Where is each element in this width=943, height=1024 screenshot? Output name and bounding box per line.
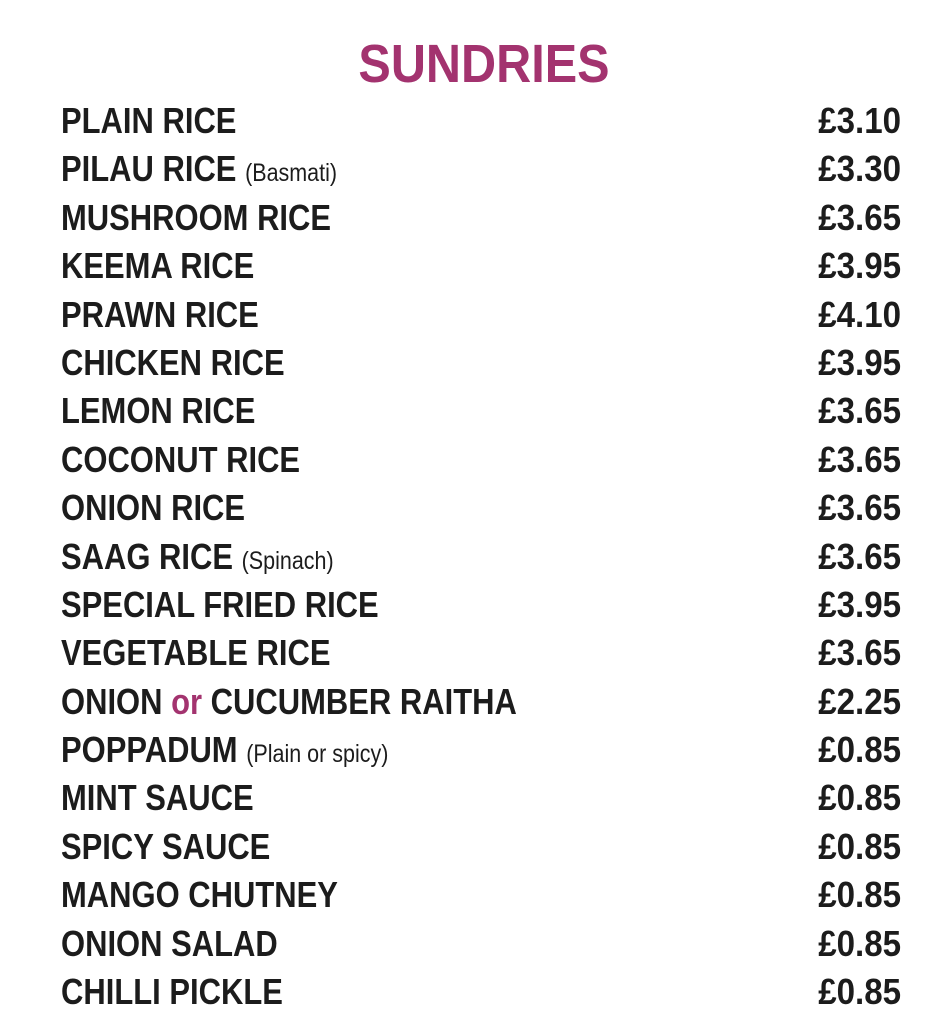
menu-item-row bbox=[61, 726, 901, 774]
menu-item-name: MINT SAUCE bbox=[61, 777, 254, 819]
menu-item-name: ONION SALAD bbox=[61, 922, 278, 964]
menu-item-row bbox=[61, 581, 901, 629]
menu-item-name-group bbox=[61, 920, 278, 968]
menu-item-row bbox=[61, 920, 901, 968]
menu-item-name: ONION bbox=[61, 680, 163, 722]
menu-item-row bbox=[61, 533, 901, 581]
menu-item-name-group bbox=[61, 387, 255, 435]
menu-item-name: CHICKEN RICE bbox=[61, 341, 285, 383]
menu-item-name: LEMON RICE bbox=[61, 390, 256, 432]
menu-item-row bbox=[61, 823, 901, 871]
menu-item-row bbox=[61, 629, 901, 677]
menu-item-name-group bbox=[61, 823, 270, 871]
menu-item-name-group bbox=[61, 97, 236, 145]
menu-item-row bbox=[61, 145, 901, 193]
menu-item-name-group bbox=[61, 339, 285, 387]
menu-item-note: (Basmati) bbox=[245, 159, 338, 188]
menu-item-name-group bbox=[61, 533, 334, 585]
menu-item-name-group bbox=[61, 436, 300, 484]
menu-item-note: (Plain or spicy) bbox=[246, 740, 389, 769]
menu-item-row bbox=[61, 194, 901, 242]
menu-item-price: £3.95 bbox=[818, 341, 901, 383]
menu-item-price: £3.65 bbox=[818, 535, 901, 577]
menu-section-title: SUNDRIES bbox=[358, 34, 610, 94]
menu-item-price: £3.65 bbox=[818, 438, 901, 480]
menu-item-price: £0.85 bbox=[818, 825, 901, 867]
menu-item-name: SPICY SAUCE bbox=[61, 825, 271, 867]
menu-item-name: POPPADUM bbox=[61, 729, 238, 771]
menu-item-name-group bbox=[61, 629, 331, 677]
menu-item-price: £0.85 bbox=[818, 777, 901, 819]
menu-item-name-group bbox=[61, 581, 379, 629]
menu-item-name: CHILLI PICKLE bbox=[61, 971, 283, 1013]
menu-item-price: £3.65 bbox=[818, 487, 901, 529]
menu-item-list bbox=[61, 97, 901, 1016]
menu-item-name-group bbox=[61, 484, 245, 532]
menu-item-note: (Spinach) bbox=[241, 546, 334, 575]
menu-item-name: ONION RICE bbox=[61, 487, 246, 529]
menu-item-row bbox=[61, 871, 901, 919]
menu-item-name: SPECIAL FRIED RICE bbox=[61, 583, 379, 625]
menu-item-row bbox=[61, 484, 901, 532]
menu-item-row bbox=[61, 968, 901, 1016]
menu-item-name-group bbox=[61, 968, 283, 1016]
menu-item-name-group bbox=[61, 291, 259, 339]
menu-item-name: PILAU RICE bbox=[61, 148, 237, 190]
menu-item-row bbox=[61, 242, 901, 290]
menu-item-name: PRAWN RICE bbox=[61, 293, 259, 335]
menu-item-price: £0.85 bbox=[818, 922, 901, 964]
menu-item-name: KEEMA RICE bbox=[61, 245, 255, 287]
menu-item-price: £3.10 bbox=[818, 100, 901, 141]
menu-item-price: £3.30 bbox=[818, 148, 901, 190]
menu-item-price: £3.95 bbox=[818, 245, 901, 287]
menu-item-row bbox=[61, 97, 901, 145]
menu-item-price: £0.85 bbox=[818, 729, 901, 771]
menu-item-price: £3.65 bbox=[818, 390, 901, 432]
menu-item-row bbox=[61, 678, 901, 726]
menu-item-price: £4.10 bbox=[818, 293, 901, 335]
menu-item-name: SAAG RICE bbox=[61, 535, 234, 577]
menu-item-row bbox=[61, 291, 901, 339]
menu-item-name-group bbox=[61, 194, 331, 242]
menu-item-row bbox=[61, 436, 901, 484]
menu-item-row bbox=[61, 774, 901, 822]
menu-item-row bbox=[61, 387, 901, 435]
menu-item-price: £3.95 bbox=[818, 583, 901, 625]
menu-item-price: £0.85 bbox=[818, 874, 901, 916]
menu-item-name-second: CUCUMBER RAITHA bbox=[210, 680, 517, 722]
menu-item-name-group bbox=[61, 678, 517, 726]
menu-item-name: PLAIN RICE bbox=[61, 100, 237, 141]
menu-item-price: £3.65 bbox=[818, 632, 901, 674]
menu-item-name-group bbox=[61, 774, 254, 822]
menu-item-name-group bbox=[61, 871, 338, 919]
menu-item-name-group bbox=[61, 242, 254, 290]
menu-item-name: MUSHROOM RICE bbox=[61, 196, 332, 238]
menu-item-row bbox=[61, 339, 901, 387]
menu-item-name: COCONUT RICE bbox=[61, 438, 301, 480]
menu-item-name-group bbox=[61, 145, 337, 197]
menu-item-name: MANGO CHUTNEY bbox=[61, 874, 338, 916]
menu-item-conjunction: or bbox=[171, 680, 203, 722]
menu-item-price: £0.85 bbox=[818, 971, 901, 1013]
menu-item-price: £2.25 bbox=[818, 680, 901, 722]
menu-item-name: VEGETABLE RICE bbox=[61, 632, 331, 674]
menu-item-price: £3.65 bbox=[818, 196, 901, 238]
menu-item-name-group bbox=[61, 726, 388, 778]
